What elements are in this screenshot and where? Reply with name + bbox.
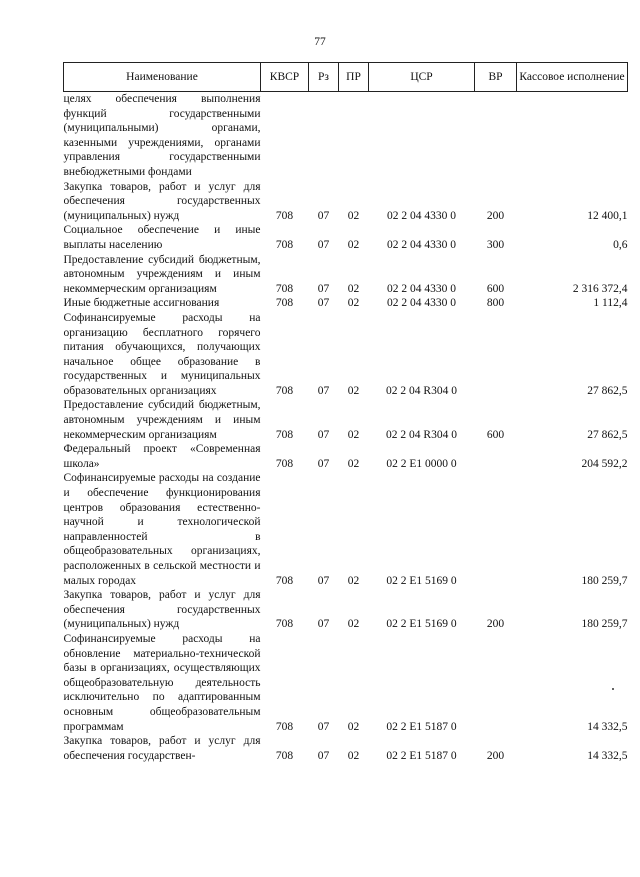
row-amount: 1 112,4 [593,297,628,310]
row-amount: 12 400,1 [587,209,628,222]
row-amount: 2 316 372,4 [572,282,628,295]
header-csr: ЦСР [369,63,475,92]
row-pr: 02 [347,457,360,470]
header-rz: Рз [309,63,339,92]
row-amount: 14 332,5 [587,749,628,762]
row-csr: 02 2 E1 5187 0 [386,720,457,733]
row-pr: 02 [347,720,360,733]
row-pr: 02 [347,238,360,251]
table-row [64,180,628,224]
row-csr [369,92,475,180]
row-amount: 180 259,7 [581,574,628,587]
row-vr [475,92,517,180]
page-number: 77 [314,36,326,48]
row-kvsr: 708 [275,428,294,441]
row-amount: 14 332,5 [587,720,628,733]
row-pr: 02 [347,749,360,762]
row-kvsr: 708 [275,384,294,397]
row-name: Софинансируемые расходы на организацию бесплатного горячего питания обучающихся, получающих начальное общее образование в государственных и муниципальных образовательных организациях [63,311,261,397]
row-name: целях обеспечения выполнения функций государственными (муниципальными) органами, казенными учреждениями, органами управления государственными внебюджетными фондами [63,93,261,178]
header-amount: Кассовое исполнение [517,63,628,92]
row-amount: 27 862,5 [587,384,628,397]
header-name: Наименование [64,63,261,92]
row-rz [309,92,339,180]
header-kvsr: КВСР [261,63,309,92]
row-csr: 02 2 04 R304 0 [386,428,457,441]
row-vr: 200 [486,209,505,222]
table-row [64,471,628,588]
row-rz: 07 [317,428,330,441]
row-vr: 600 [486,282,505,295]
row-pr: 02 [347,282,360,295]
row-name: Социальное обеспечение и иные выплаты населению [63,224,261,251]
row-kvsr: 708 [275,282,294,295]
row-vr [475,311,517,399]
row-pr: 02 [347,209,360,222]
row-vr: 300 [486,238,505,251]
row-csr: 02 2 04 4330 0 [387,209,456,222]
scan-speck [612,688,614,690]
table-row [64,734,628,763]
row-csr: 02 2 E1 5169 0 [386,574,457,587]
row-vr: 800 [486,297,505,310]
table-row [64,588,628,632]
row-name: Предоставление субсидий бюджетным, автономным учреждениям и иным некоммерческим организациям [63,253,261,295]
row-amount [517,92,628,180]
row-csr: 02 2 E1 5169 0 [386,618,457,631]
table-row [64,223,628,252]
row-kvsr: 708 [275,209,294,222]
row-vr: 600 [486,428,505,441]
row-name: Федеральный проект «Современная школа» [63,443,261,470]
row-pr: 02 [347,428,360,441]
row-rz: 07 [317,282,330,295]
row-kvsr: 708 [275,720,294,733]
row-csr: 02 2 E1 0000 0 [386,457,457,470]
table-row [64,311,628,399]
row-csr: 02 2 04 4330 0 [387,238,456,251]
row-amount: 27 862,5 [587,428,628,441]
table-row [64,296,628,311]
row-csr: 02 2 04 R304 0 [386,384,457,397]
table-row [64,442,628,471]
row-kvsr: 708 [275,238,294,251]
row-pr: 02 [347,297,360,310]
row-pr: 02 [347,618,360,631]
row-vr [475,442,517,471]
row-csr: 02 2 E1 5187 0 [386,749,457,762]
row-name: Предоставление субсидий бюджетным, автономным учреждениям и иным некоммерческим организациям [63,399,261,441]
row-vr: 200 [486,749,505,762]
table-row [64,92,628,180]
header-pr: ПР [339,63,369,92]
header-vr: ВР [475,63,517,92]
row-rz: 07 [317,574,330,587]
table-row [64,632,628,734]
row-rz: 07 [317,297,330,310]
row-amount: 204 592,2 [581,457,628,470]
row-kvsr: 708 [275,749,294,762]
row-rz: 07 [317,238,330,251]
budget-execution-table [63,62,628,763]
row-amount: 0,6 [613,238,628,251]
row-pr: 02 [347,574,360,587]
table-header-row [64,63,628,92]
row-name: Иные бюджетные ассигнования [63,297,220,310]
table-row [64,398,628,442]
row-vr [475,632,517,734]
row-name: Закупка товаров, работ и услуг для обеспечения государственных (муниципальных) нужд [63,589,261,631]
row-csr: 02 2 04 4330 0 [387,297,456,310]
row-name: Закупка товаров, работ и услуг для обеспечения государствен- [63,735,261,762]
row-kvsr: 708 [275,457,294,470]
row-rz: 07 [317,457,330,470]
row-rz: 07 [317,384,330,397]
row-pr: 02 [347,384,360,397]
row-amount: 180 259,7 [581,618,628,631]
row-vr: 200 [486,618,505,631]
row-kvsr: 708 [275,618,294,631]
row-rz: 07 [317,749,330,762]
row-rz: 07 [317,618,330,631]
row-name: Софинансируемые расходы на создание и обеспечение функционирования центров образования естественно-научной и технологической направленностей в общеобразовательных организациях, расположенных в сельской местности и малых городах [63,472,261,587]
row-name: Закупка товаров, работ и услуг для обеспечения государственных (муниципальных) нужд [63,180,261,222]
row-vr [475,471,517,588]
row-pr [339,92,369,180]
row-rz: 07 [317,720,330,733]
row-name: Софинансируемые расходы на обновление материально-технической базы в организациях, осуществляющих общеобразовательную деятельность исключительно по адаптированным основным общеобразовательным программам [63,632,261,733]
row-kvsr: 708 [275,297,294,310]
row-csr: 02 2 04 4330 0 [387,282,456,295]
table-row [64,253,628,297]
row-kvsr: 708 [275,574,294,587]
row-rz: 07 [317,209,330,222]
row-kvsr [261,92,309,180]
